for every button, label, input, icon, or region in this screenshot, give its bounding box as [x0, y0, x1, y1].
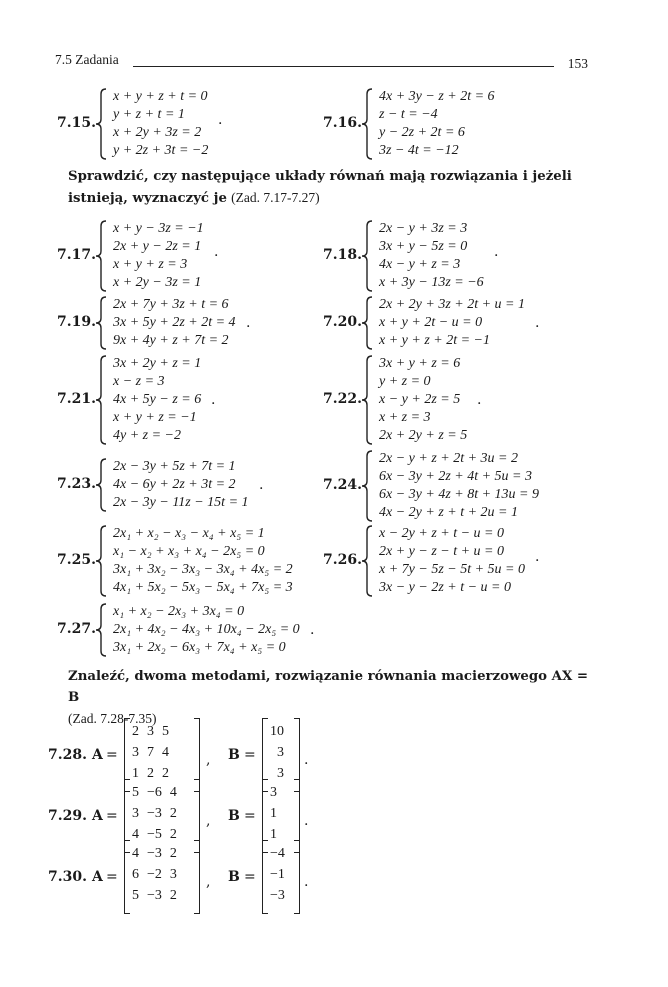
equation-line: x₁ + x₂ − 2x₃ + 3x₄ = 0 — [113, 604, 245, 619]
equation-line: 2x₁ + 4x₂ − 4x₃ + 10x₄ − 2x₅ = 0 — [113, 622, 300, 637]
equation-system — [113, 296, 236, 350]
equals-sign: = — [244, 747, 256, 763]
matrix-cell: 3 — [277, 765, 284, 781]
instructions-text-2: Znaleźć, dwoma metodami, rozwiązanie równania macierzowego AX = B — [68, 669, 589, 705]
equals-sign: = — [244, 808, 256, 824]
matrix-cell: −5 — [147, 826, 162, 842]
trailing-dot: · — [535, 553, 540, 569]
matrix-cell: −4 — [270, 845, 285, 861]
matrix-cell: 4 — [162, 744, 169, 760]
equation-line: x + y + z + t = 0 — [113, 89, 208, 104]
matrix-cell: 1 — [270, 805, 277, 821]
period: . — [304, 752, 309, 768]
matrix-cell: 2 — [162, 765, 169, 781]
trailing-dot: · — [214, 248, 219, 264]
matrix-cell: 10 — [270, 723, 284, 739]
matrix-cell: 2 — [169, 845, 177, 861]
matrix-cell: 5 — [132, 784, 139, 800]
matrix-a-name: A — [92, 869, 103, 885]
equation-line: 4x₁ + 5x₂ − 5x₃ − 5x₄ + 7x₅ = 3 — [113, 580, 293, 595]
equation-line: 9x + 4y + z + 7t = 2 — [113, 333, 229, 348]
equals-sign: = — [106, 869, 118, 885]
section-title: 7.5 Zadania — [55, 52, 119, 67]
equation-line: y + z + t = 1 — [113, 107, 185, 122]
equals-sign: = — [244, 869, 256, 885]
matrix-b — [266, 782, 281, 845]
matrix-cell: 4 — [132, 845, 139, 861]
equation-line: 3z − 4t = −12 — [379, 143, 459, 158]
comma-separator: , — [206, 874, 211, 890]
matrix-cell: 4 — [132, 826, 139, 842]
matrix-cell: −3 — [147, 845, 162, 861]
matrix-cell: −3 — [147, 805, 162, 821]
matrix-cell: 2 — [169, 887, 177, 903]
equation-line: 2x + 2y + 3z + 2t + u = 1 — [379, 297, 526, 312]
instructions-paragraph-1 — [68, 166, 593, 209]
trailing-dot: · — [218, 116, 223, 132]
matrix-cell: −2 — [147, 866, 162, 882]
matrix-b-name: B — [228, 747, 240, 763]
matrix-cell: −3 — [147, 887, 162, 903]
matrix-a — [128, 721, 173, 784]
equation-line: 4x − y + z = 3 — [379, 257, 461, 272]
matrix-a-name: A — [92, 747, 103, 763]
equation-line: 6x − 3y + 2z + 4t + 5u = 3 — [379, 469, 533, 484]
equation-line: 2x + 7y + 3z + t = 6 — [113, 297, 229, 312]
equation-line: x + 2y + 3z = 2 — [113, 125, 202, 140]
curly-brace-icon — [361, 88, 373, 160]
exercise-label: 7.27. — [57, 621, 96, 637]
equation-system — [379, 525, 525, 597]
equation-line: 2x − y + z + 2t + 3u = 2 — [379, 451, 519, 466]
exercise-label: 7.15. — [57, 115, 96, 131]
period: . — [304, 813, 309, 829]
trailing-dot: . — [259, 477, 264, 493]
instructions-ref-2: (Zad. 7.28-7.35) — [68, 711, 157, 726]
equation-system — [379, 450, 539, 522]
instructions-text: Sprawdzić, czy następujące układy równań mają rozwiązania i jeżeli istnieją, wyznaczyć je — [68, 169, 572, 206]
instructions-ref: (Zad. 7.17-7.27) — [231, 190, 320, 205]
matrix-cell: 1 — [270, 826, 277, 842]
matrix-a-name: A — [92, 808, 103, 824]
exercise-label: 7.18. — [323, 247, 362, 263]
equation-line: 2x + y − 2z = 1 — [113, 239, 202, 254]
equation-line: 3x + 5y + 2z + 2t = 4 — [113, 315, 236, 330]
equation-line: x + z = 3 — [379, 410, 431, 425]
equation-system — [113, 220, 204, 292]
exercise-label: 7.21. — [57, 391, 96, 407]
exercise-label: 7.17. — [57, 247, 96, 263]
trailing-dot: . — [246, 315, 251, 331]
equation-line: 3x₁ + 2x₂ − 6x₃ + 7x₄ + x₅ = 0 — [113, 640, 286, 655]
matrix-b-name: B — [228, 869, 240, 885]
matrix-cell: 3 — [132, 744, 139, 760]
matrix-b-name: B — [228, 808, 240, 824]
equation-line: 3x − y − 2z + t − u = 0 — [379, 580, 512, 595]
matrix-cell: 2 — [169, 805, 177, 821]
trailing-dot: . — [211, 392, 216, 408]
curly-brace-icon — [361, 525, 373, 597]
curly-brace-icon — [95, 458, 107, 512]
equation-system — [379, 355, 467, 445]
equation-line: 4x − 2y + z + t + 2u = 1 — [379, 505, 519, 520]
matrix-cell: 3 — [169, 866, 177, 882]
header-rule — [133, 66, 554, 67]
exercise-label: 7.20. — [323, 314, 362, 330]
equation-system — [113, 355, 201, 445]
matrix-cell: 3 — [132, 805, 139, 821]
equation-line: z − t = −4 — [379, 107, 438, 122]
bracket-right — [294, 840, 300, 914]
equals-sign: = — [106, 808, 118, 824]
equation-line: 3x + 2y + z = 1 — [113, 356, 202, 371]
curly-brace-icon — [95, 296, 107, 350]
curly-brace-icon — [95, 525, 107, 597]
matrix-cell: 2 — [132, 723, 139, 739]
equation-line: x + y + z = −1 — [113, 410, 197, 425]
matrix-cell: 4 — [169, 784, 177, 800]
exercise-label: 7.16. — [323, 115, 362, 131]
running-header — [55, 52, 588, 74]
matrix-cell: −1 — [270, 866, 285, 882]
equation-line: y + 2z + 3t = −2 — [113, 143, 209, 158]
exercise-label: 7.19. — [57, 314, 96, 330]
exercise-label: 7.24. — [323, 477, 362, 493]
equation-line: x + 3y − 13z = −6 — [379, 275, 484, 290]
equation-line: 2x − 3y − 11z − 15t = 1 — [113, 495, 249, 510]
equation-line: y − 2z + 2t = 6 — [379, 125, 465, 140]
matrix-cell: 1 — [132, 765, 139, 781]
trailing-dot: · — [494, 248, 499, 264]
curly-brace-icon — [361, 220, 373, 292]
exercise-label: 7.29. — [48, 808, 87, 824]
matrix-cell: 5 — [162, 723, 169, 739]
trailing-dot: . — [310, 622, 315, 638]
matrix-cell: 3 — [270, 784, 277, 800]
matrix-cell: 6 — [132, 866, 139, 882]
equation-line: x − y + 2z = 5 — [379, 392, 461, 407]
curly-brace-icon — [95, 220, 107, 292]
equation-line: 4x + 5y − z = 6 — [113, 392, 202, 407]
equation-line: 2x − y + 3z = 3 — [379, 221, 468, 236]
exercise-label: 7.23. — [57, 476, 96, 492]
equation-system — [379, 220, 484, 292]
equation-line: x + y + z + 2t = −1 — [379, 333, 491, 348]
matrix-cell: 5 — [132, 887, 139, 903]
matrix-cell: 2 — [147, 765, 154, 781]
page-number: 153 — [567, 56, 588, 71]
period: . — [304, 874, 309, 890]
curly-brace-icon — [361, 296, 373, 350]
equation-system — [113, 88, 208, 160]
matrix-cell: 3 — [277, 744, 284, 760]
equation-line: 2x + 2y + z = 5 — [379, 428, 468, 443]
matrix-a — [128, 843, 181, 906]
equation-system — [113, 603, 300, 657]
matrix-cell: 3 — [147, 723, 154, 739]
equation-line: 4y + z = −2 — [113, 428, 182, 443]
exercise-label: 7.28. — [48, 747, 87, 763]
equation-line: x + 7y − 5z − 5t + 5u = 0 — [379, 562, 526, 577]
matrix-cell: 7 — [147, 744, 154, 760]
curly-brace-icon — [361, 450, 373, 522]
equation-system — [113, 525, 293, 597]
equation-line: 6x − 3y + 4z + 8t + 13u = 9 — [379, 487, 540, 502]
trailing-dot: . — [477, 392, 482, 408]
matrix-b — [266, 721, 288, 784]
equation-line: 2x₁ + x₂ − x₃ − x₄ + x₅ = 1 — [113, 526, 265, 541]
exercise-label: 7.26. — [323, 552, 362, 568]
exercise-label: 7.25. — [57, 552, 96, 568]
curly-brace-icon — [95, 355, 107, 445]
equation-line: x + 2y − 3z = 1 — [113, 275, 202, 290]
equation-line: x + y + 2t − u = 0 — [379, 315, 483, 330]
equation-line: x + y − 3z = −1 — [113, 221, 204, 236]
equation-line: y + z = 0 — [379, 374, 431, 389]
comma-separator: , — [206, 752, 211, 768]
exercise-label: 7.22. — [323, 391, 362, 407]
equals-sign: = — [106, 747, 118, 763]
bracket-right — [194, 840, 200, 914]
equation-system — [113, 458, 249, 512]
equation-line: x − 2y + z + t − u = 0 — [379, 526, 505, 541]
matrix-a — [128, 782, 181, 845]
equation-line: 3x + y + z = 6 — [379, 356, 461, 371]
equation-line: 2x + y − z − t + u = 0 — [379, 544, 505, 559]
equation-line: x − z = 3 — [113, 374, 165, 389]
equation-system — [379, 296, 525, 350]
matrix-cell: 2 — [169, 826, 177, 842]
equation-line: 2x − 3y + 5z + 7t = 1 — [113, 459, 236, 474]
curly-brace-icon — [95, 603, 107, 657]
equation-system — [379, 88, 495, 160]
equation-line: x₁ − x₂ + x₃ + x₄ − 2x₅ = 0 — [113, 544, 265, 559]
matrix-cell: −6 — [147, 784, 162, 800]
matrix-b — [266, 843, 289, 906]
equation-line: 4x + 3y − z + 2t = 6 — [379, 89, 495, 104]
equation-line: x + y + z = 3 — [113, 257, 188, 272]
exercise-label: 7.30. — [48, 869, 87, 885]
matrix-cell: −3 — [270, 887, 285, 903]
trailing-dot: . — [535, 315, 540, 331]
curly-brace-icon — [95, 88, 107, 160]
equation-line: 3x + y − 5z = 0 — [379, 239, 468, 254]
curly-brace-icon — [361, 355, 373, 445]
equation-line: 3x₁ + 3x₂ − 3x₃ − 3x₄ + 4x₅ = 2 — [113, 562, 293, 577]
equation-line: 4x − 6y + 2z + 3t = 2 — [113, 477, 236, 492]
comma-separator: , — [206, 813, 211, 829]
